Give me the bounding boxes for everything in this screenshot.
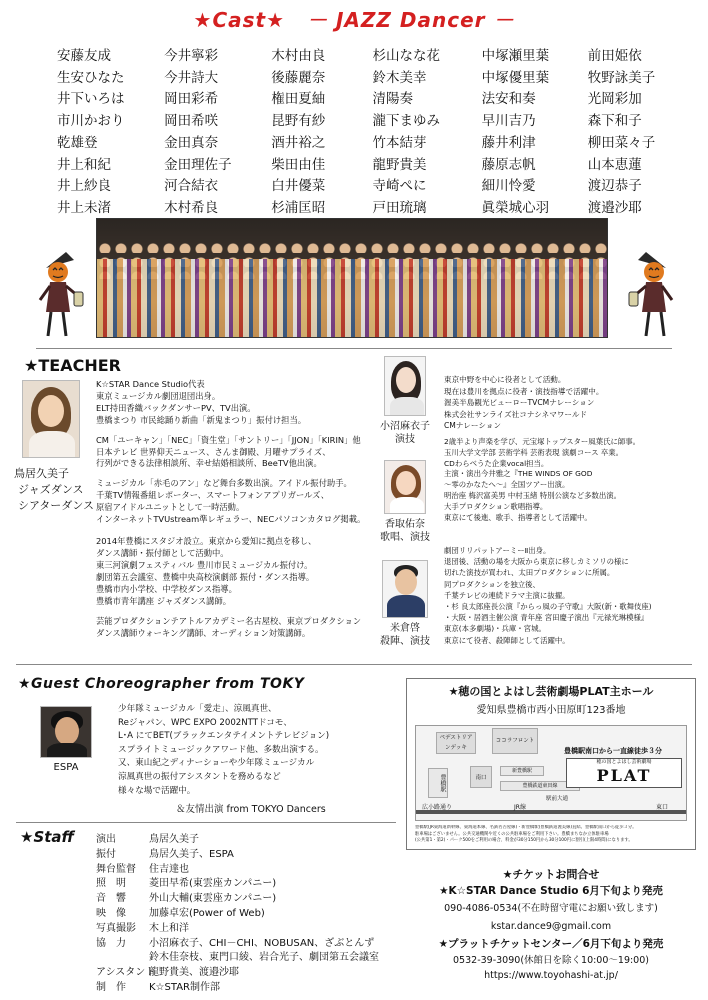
cast-name: 白井優菜 — [271, 178, 326, 195]
bio-line: CM「ユーキャン」「NEC」「資生堂」「サントリー」「JJON」「KIRIN」他 — [96, 434, 361, 445]
bio-line: K☆STAR Dance Studio代表 — [96, 379, 205, 389]
staff-row — [96, 937, 379, 952]
cast-name: 瀧下まゆみ — [372, 113, 440, 130]
cast-column — [57, 46, 164, 220]
staff-role: 写真撮影 — [96, 922, 136, 934]
access-note-line: 駐車場はございません。公共交通機関や近くの公共駐車場をご利用下さい。豊橋まちなか立体駐車場 — [415, 831, 609, 837]
cast-name: 前田姫依 — [587, 48, 642, 64]
map-label-cocola: ココラフロント — [492, 728, 538, 754]
ticket-studio-phone[interactable]: 090-4086-0534(不在時留守電にお願い致します) — [444, 903, 658, 914]
venue-title: ★穂の国とよはし芸術劇場PLAT主ホール — [448, 685, 654, 698]
bio-line: 劇団リリパットアーミーⅡ出身。 — [444, 546, 551, 555]
cast-name: 乾雄登 — [57, 134, 98, 151]
bio-line: 東京にて後進、歌手、指導者として活躍中。 — [444, 512, 592, 522]
staff-role: 演出 — [96, 834, 116, 845]
cast-name: 井上和紀 — [57, 156, 111, 173]
cast-name: 杉浦匡昭 — [271, 199, 326, 216]
cast-name: 岡田希咲 — [164, 113, 219, 130]
jack-o-lantern-figure-icon — [624, 246, 676, 342]
bio-line: 劇団第五会議室、豊橋中央高校演劇部 振付・ダンス指導。 — [96, 571, 315, 582]
cast-name: 山本恵蓮 — [587, 156, 642, 173]
staff-name: 菱田早希(東雲座カンパニー) — [149, 878, 277, 890]
bio-line: 豊橋まつり 市民総踊り新曲「新鬼まつり」振付け担当。 — [96, 414, 307, 425]
guest-photo — [40, 706, 92, 758]
guest-bio — [118, 703, 329, 798]
cast-name: 戸田琉璃 — [372, 199, 427, 216]
bio-line: 株式会社サンライズ社コナシネマワールド — [444, 409, 588, 419]
staff-role: 舞台監督 — [96, 863, 136, 875]
staff-role — [96, 951, 149, 966]
venue-address: 愛知県豊橋市西小田原町123番地 — [476, 705, 626, 716]
cast-header — [0, 4, 708, 33]
map-label-hiroko: 広小路通り — [422, 804, 453, 811]
bio-line: ダンス講師ウォーキング講師、オーディション対策講師。 — [96, 628, 311, 639]
bio-line: 切れた演技が買われ、太田プロダクションに所属。 — [444, 568, 615, 578]
staff-name: 鳥居久美子 — [149, 834, 199, 845]
cast-name: 酒井裕之 — [271, 134, 326, 151]
venue-box — [406, 678, 696, 850]
bio-line: 千葉TV情報番組レポーター、スマートフォンアプリガールズ、 — [96, 490, 330, 501]
bio-line: 大手プロダクション歌唱指導。 — [444, 501, 548, 511]
bio-line: CDわらべうた企業vocal担当。 — [444, 458, 549, 468]
staff-row — [96, 892, 379, 907]
cast-name: 今井寧彩 — [164, 48, 219, 64]
cast-column — [588, 46, 677, 220]
staff-row — [96, 981, 379, 996]
ticket-title: ★チケットお問合せ — [502, 868, 600, 881]
bio-line: 豊橋市青年講座 ジャズダンス講師。 — [96, 595, 232, 606]
bio-line: ・杉 良太郎座長公演『からっ風の子守歌』大阪(新・歌舞伎座) — [444, 602, 652, 612]
teacher-role: シアターダンス — [18, 499, 95, 512]
divider — [36, 348, 672, 349]
plat-logo: PLAT — [596, 766, 652, 785]
teacher-bio — [444, 374, 603, 432]
bio-line: 渥美半島観光ビューローTVCMナレーション — [444, 398, 595, 407]
teacher-title: ★TEACHER — [24, 356, 121, 375]
map-label-south: 南口 — [470, 766, 492, 788]
staff-row — [96, 922, 379, 937]
ticket-studio-line: ★K☆STAR Dance Studio 6月下旬より発売 — [439, 885, 663, 897]
map-label-shintoyo: 新豊橋駅 — [500, 766, 544, 776]
staff-row — [96, 833, 379, 848]
bio-line: 行列ができる法律相談所、幸せ結婚相談所、BeeTV他出演。 — [96, 458, 322, 469]
staff-row — [96, 863, 379, 878]
teacher-role: 殺陣、演技 — [380, 636, 430, 647]
cast-name: 眞榮城心羽 — [481, 199, 550, 216]
plat-building — [566, 758, 682, 788]
cast-name: 渡邉沙耶 — [587, 199, 642, 216]
staff-role: 振付 — [96, 848, 116, 860]
bio-line: 千葉テレビの連続ドラマ主演に抜擢。 — [444, 590, 570, 600]
bio-line: ～零のかなたへ～』全国ツアー出演。 — [444, 480, 570, 490]
cast-name: 井上紗良 — [57, 178, 111, 195]
map-label-jr: JR線 — [514, 804, 526, 811]
teacher-name: 鳥居久美子 — [14, 467, 69, 480]
staff-name: 龍野貴美、渡邉沙耶 — [149, 967, 239, 979]
bio-line: 原宿アイドルユニットとして一時活動。 — [96, 502, 245, 513]
cast-name: 木村由良 — [271, 48, 326, 64]
teacher-name: 小沼麻衣子 — [380, 421, 430, 432]
cast-name: 渡辺恭子 — [587, 178, 642, 195]
bio-line: 同プロダクションを独立後、 — [444, 579, 540, 589]
cast-name: 法安和奏 — [481, 91, 536, 108]
staff-name: 小沼麻衣子、CHI－CHI、NOBUSAN、ざぶとんず — [149, 937, 375, 949]
map-label-pedestrian: ペデストリアンデッキ — [436, 732, 476, 754]
cast-name: 藤井利津 — [481, 134, 536, 151]
bio-line: 東京中野を中心に役者として活動。 — [444, 375, 566, 384]
cast-grid — [57, 46, 677, 220]
bio-line: 様々な場で活躍中。 — [118, 785, 196, 796]
bio-line: 明治座 梅沢富美男 中村玉緒 特別公演など多数出演。 — [444, 490, 622, 500]
staff-row — [96, 951, 379, 966]
teacher-photo — [22, 380, 80, 458]
map-label-east: 東口 — [656, 804, 669, 811]
staff-role: 制 作 — [96, 981, 126, 993]
bio-line: 少年隊ミュージカル「愛走」、涼風真世、 — [118, 704, 277, 714]
plat-caption: 穂の国とよはし芸術劇場 — [596, 759, 652, 765]
cast-label: Cast — [212, 8, 267, 32]
jr-line — [416, 810, 687, 814]
bio-line: 現在は豊川を拠点に役者・演技指導で活躍中。 — [444, 386, 604, 396]
cast-name: 中塚瀬里葉 — [481, 48, 550, 64]
staff-role: 照 明 — [96, 878, 126, 890]
cast-name: 柴田由佳 — [271, 156, 326, 173]
star-icon: ★ — [193, 8, 213, 32]
bio-line: 玉川大学文学部 芸術学科 芸術表現 演劇コース 卒業。 — [444, 447, 624, 457]
cast-name: 清陽奏 — [372, 91, 413, 108]
bio-line: 豊橋市内小学校、中学校ダンス指導。 — [96, 583, 237, 594]
map-label-ekimae: 駅前大通 — [546, 796, 569, 802]
cast-name: 後藤麗奈 — [271, 69, 326, 86]
bio-line: 2歳半より声楽を学び、元宝塚トップスター風葉氏に師事。 — [444, 437, 641, 446]
staff-row — [96, 966, 379, 981]
map-label-station: 豊橋駅 — [428, 768, 448, 798]
cast-name: 岡田彩希 — [164, 91, 219, 108]
ticket-plat-phone[interactable]: 0532-39-3090(休館日を除く10:00～19:00) — [453, 955, 649, 966]
teacher-name-block — [372, 518, 438, 544]
teacher-bio — [96, 379, 365, 640]
teacher-bio — [444, 437, 640, 523]
teacher-name-block — [14, 466, 94, 514]
staff-row — [96, 848, 379, 863]
cast-name: 牧野詠美子 — [587, 69, 656, 86]
cast-name: 龍野貴美 — [372, 156, 427, 173]
teacher-bio — [444, 545, 652, 646]
ticket-plat-line: ★プラットチケットセンター／6月下旬より発売 — [438, 938, 664, 950]
cast-name: 森下和子 — [587, 113, 642, 130]
staff-role: 映 像 — [96, 907, 126, 919]
staff-name: 外山大輔(東雲座カンパニー) — [149, 893, 277, 905]
access-map — [415, 725, 687, 821]
cast-name: 木村希良 — [164, 199, 219, 216]
cast-column — [372, 46, 481, 220]
teacher-name-block — [372, 420, 438, 446]
ticket-info — [406, 866, 696, 983]
guest-title: ★Guest Choreographer from TOKY — [18, 676, 305, 692]
bio-line: 東京にて役者、殺陣師として活躍中。 — [444, 635, 570, 645]
staff-name: K☆STAR制作部 — [149, 981, 220, 993]
group-photo — [96, 218, 608, 338]
bio-line: 芸能プロダクションテアトルアカデミー名古屋校、東京プロダクション — [96, 616, 362, 627]
cast-name: 市川かおり — [57, 113, 125, 130]
staff-row — [96, 877, 379, 892]
cast-column — [164, 46, 271, 220]
staff-name: 住吉達也 — [149, 863, 189, 875]
teacher-photo-katori — [384, 460, 426, 514]
staff-name: 鈴木佳奈枝、東門口綾、岩合光子、劇団第五会議室 — [149, 952, 379, 964]
cast-name: 河合結衣 — [164, 178, 219, 195]
teacher-role: 歌唱、演技 — [380, 532, 430, 543]
bio-line: インターネットTVUstream準レギュラー、NECパソコンカタログ掲載。 — [96, 514, 366, 525]
bio-line: ・大阪・居酒主催公演 青年座 宮田慶子演出『元禄光琳模様』 — [444, 613, 649, 623]
bio-line: CMナレーション — [444, 421, 501, 430]
teacher-name-block — [372, 622, 438, 648]
cast-name: 寺崎ぺに — [372, 178, 427, 195]
cast-name: 井上未渚 — [57, 199, 111, 216]
jazz-dancer-label: － JAZZ Dancer － — [307, 8, 515, 32]
teacher-role: 演技 — [395, 434, 415, 445]
divider — [16, 664, 692, 665]
staff-row — [96, 907, 379, 922]
cast-column — [271, 46, 372, 220]
cast-name: 昆野有紗 — [271, 113, 326, 130]
bio-line: Reジャパン、WPC EXPO 2002NTTドコモ、 — [118, 717, 292, 728]
bio-line: 主演・演出今井雅之『THE WINDS OF GOD — [444, 469, 593, 479]
teacher-name: 米倉啓 — [390, 623, 420, 634]
cast-name: 権田夏紬 — [271, 91, 326, 108]
bio-line: 又、東山紀之ディナーショーや少年隊ミュージカル — [118, 758, 315, 769]
bio-line: ミュージカル「赤毛のアン」など舞台多数出演。アイドル振付助手。 — [96, 478, 352, 489]
cast-name: 柳田菜々子 — [587, 134, 656, 151]
staff-role: 音 響 — [96, 893, 126, 905]
bio-line: 東京ミュージカル劇団退団出身。 — [96, 390, 221, 401]
staff-table — [96, 833, 379, 996]
bio-line: ダンス講師・振付師として活動中。 — [96, 547, 229, 558]
staff-title: ★Staff — [20, 828, 75, 846]
ticket-url[interactable]: https://www.toyohashi-at.jp/ — [484, 970, 618, 981]
cast-name: 今井詩大 — [164, 69, 219, 86]
cast-name: 生安ひなた — [57, 69, 125, 86]
teacher-role: ジャズダンス — [18, 483, 84, 496]
bio-line: 退団後、活動の場を大阪から東京に移しカミソリの様に — [444, 557, 629, 567]
bio-line: 東京(本多劇場)・兵庫・宮城。 — [444, 624, 546, 634]
divider — [16, 822, 396, 823]
teacher-photo-koma — [384, 356, 426, 416]
staff-role: 協 力 — [96, 937, 126, 949]
cast-name: 早川吉乃 — [481, 113, 536, 130]
cast-name: 杉山なな花 — [372, 48, 440, 64]
bio-line: 涼風真世の振付アシスタントを務めるなど — [118, 771, 281, 782]
staff-name: 加藤卓宏(Power of Web) — [149, 907, 265, 919]
guest-footer: ＆友情出演 from TOKYO Dancers — [176, 804, 326, 815]
ticket-email[interactable]: kstar.dance9@gmail.com — [490, 921, 612, 932]
cast-name: 鈴木美幸 — [372, 69, 427, 86]
cast-column — [482, 46, 588, 220]
access-note-line: (公共第1・第2)・パーク500をご利用の場合、料金が30分150円から30分100円に割引(上限4時間)になります。 — [415, 838, 633, 844]
cast-name: 細川怜愛 — [481, 178, 536, 195]
bio-line: L･A にてBET(ブラックエンタテイメントテレビジョン) — [118, 731, 330, 742]
cast-name: 竹本結芽 — [372, 134, 427, 151]
staff-name: 鳥居久美子、ESPA — [149, 848, 234, 860]
teacher-name: 香取佑奈 — [385, 519, 425, 530]
access-note — [415, 825, 691, 845]
bio-line: 日本テレビ 世界仰天ニュース、さんま御殿、月曜サプライズ、 — [96, 446, 331, 457]
bio-line: スプライトミュージックアワード他、多数出演する。 — [118, 744, 324, 755]
teacher-photo-yonekura — [382, 560, 428, 618]
cast-name: 藤原志帆 — [481, 156, 536, 173]
guest-name: ESPA — [53, 762, 79, 773]
cast-name: 光岡彩加 — [587, 91, 642, 108]
access-note-line: 豊橋駅(JR東海道新幹線、東海道本線、名鉄名古屋線)・新豊橋駅(豊橋鉄道渥美線)直結。豊橋駅南口から徒歩３分。 — [415, 825, 637, 830]
star-icon: ★ — [266, 8, 286, 32]
cast-name: 中塚優里葉 — [481, 69, 550, 86]
cast-name: 金田真奈 — [164, 134, 219, 151]
bio-line: 東三河演劇フェスティバル 豊川市民ミュージカル振付け。 — [96, 559, 313, 570]
bio-line: 2014年豊橋にスタジオ設立。東京から愛知に拠点を移し、 — [96, 535, 317, 546]
staff-role: アシスタント — [96, 967, 156, 979]
cast-name: 金田理佐子 — [164, 156, 232, 173]
cast-name: 安藤友成 — [57, 48, 111, 64]
staff-name: 木上和洋 — [149, 922, 189, 934]
bio-line: ELT持田香織バックダンサーPV、TV出演。 — [96, 402, 256, 413]
map-walk-note: 豊橋駅南口から一直線徒歩３分 — [564, 747, 662, 755]
cast-name: 井下いろは — [57, 91, 125, 108]
map-label-tram: 豊橋鉄道東田線 — [500, 781, 580, 791]
jack-o-lantern-figure-icon — [36, 246, 88, 342]
group-photo-costumes — [97, 259, 607, 337]
